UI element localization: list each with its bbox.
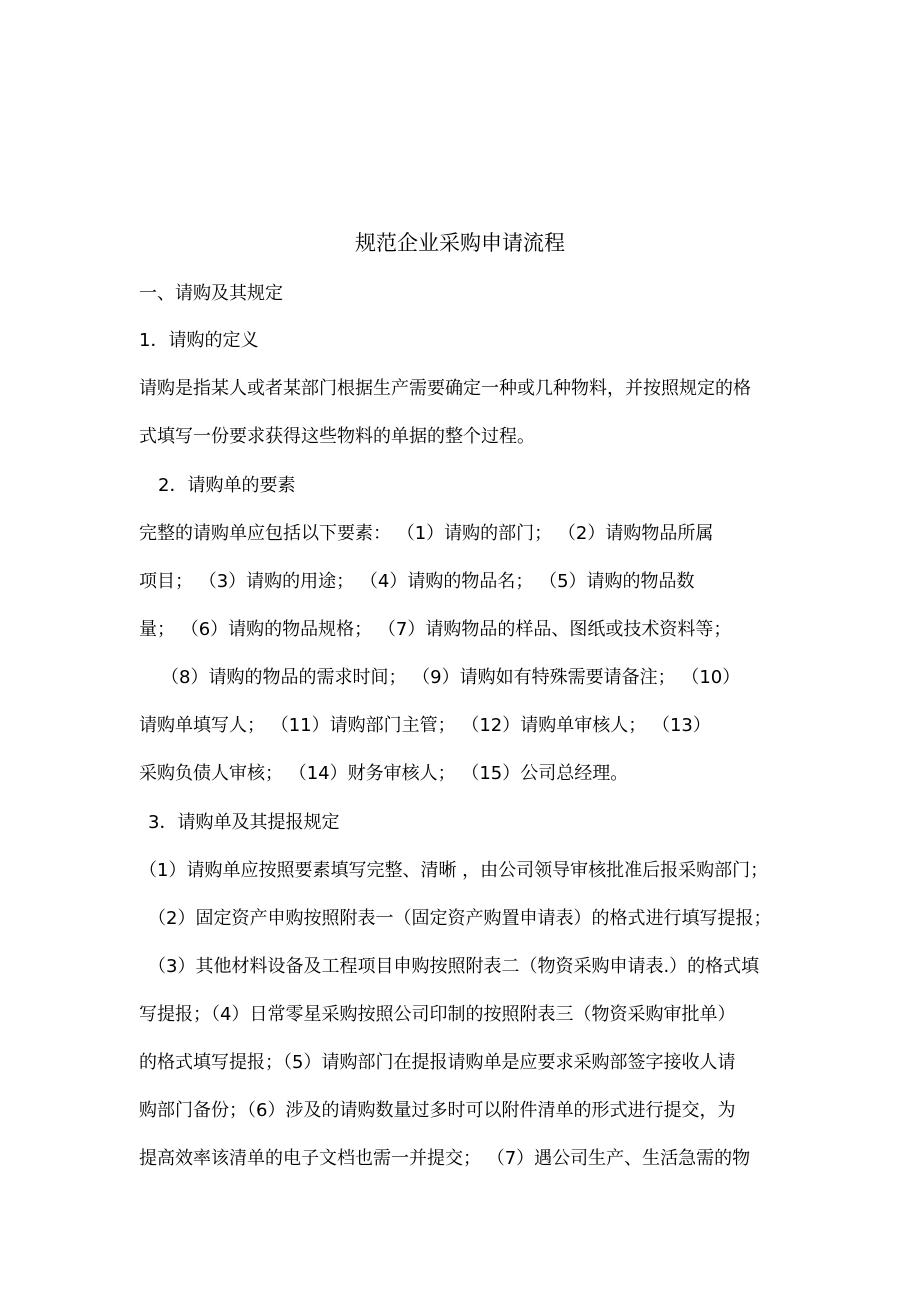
paragraph-line: 式填写一份要求获得这些物料的单据的整个过程。 bbox=[139, 426, 535, 447]
paragraph-line: 完整的请购单应包括以下要素： （1）请购的部门； （2）请购物品所属 bbox=[139, 523, 714, 544]
subheading-definition: 1．请购的定义 bbox=[139, 330, 259, 351]
paragraph-line: 采购负债人审核； （14）财务审核人； （15）公司总经理。 bbox=[139, 763, 629, 784]
paragraph-line: （1）请购单应按照要素填写完整、清晰 ，由公司领导审核批准后报采购部门； bbox=[139, 860, 769, 881]
document-title: 规范企业采购申请流程 bbox=[355, 231, 565, 255]
paragraph-line: 请购单填写人； （11）请购部门主管； （12）请购单审核人； （13） bbox=[139, 715, 711, 736]
subheading-elements: 2．请购单的要素 bbox=[158, 475, 296, 496]
paragraph-line: 量； （6）请购的物品规格； （7）请购物品的样品、图纸或技术资料等； bbox=[139, 619, 732, 640]
paragraph-line: （8）请购的物品的需求时间； （9）请购如有特殊需要请备注； （10） bbox=[161, 667, 741, 688]
paragraph-line: 提高效率该清单的电子文档也需一并提交； （7）遇公司生产、生活急需的物 bbox=[139, 1148, 751, 1169]
paragraph-line: 的格式填写提报；（5）请购部门在提报请购单是应要求采购部签字接收人请 bbox=[139, 1052, 736, 1073]
paragraph-line: 项目； （3）请购的用途； （4）请购的物品名； （5）请购的物品数 bbox=[139, 571, 695, 592]
paragraph-line: （2）固定资产申购按照附表一（固定资产购置申请表）的格式进行填写提报； bbox=[148, 908, 772, 929]
paragraph-line: （3）其他材料设备及工程项目申购按照附表二（物资采购申请表.）的格式填 bbox=[148, 956, 760, 977]
paragraph-line: 购部门备份；（6）涉及的请购数量过多时可以附件清单的形式进行提交，为 bbox=[139, 1100, 736, 1121]
paragraph-line: 写提报；（4）日常零星采购按照公司印制的按照附表三（物资采购审批单） bbox=[139, 1004, 736, 1025]
subheading-rules: 3．请购单及其提报规定 bbox=[148, 812, 340, 833]
paragraph-line: 请购是指某人或者某部门根据生产需要确定一种或几种物料，并按照规定的格 bbox=[139, 378, 751, 399]
section-heading: 一、请购及其规定 bbox=[139, 283, 283, 304]
